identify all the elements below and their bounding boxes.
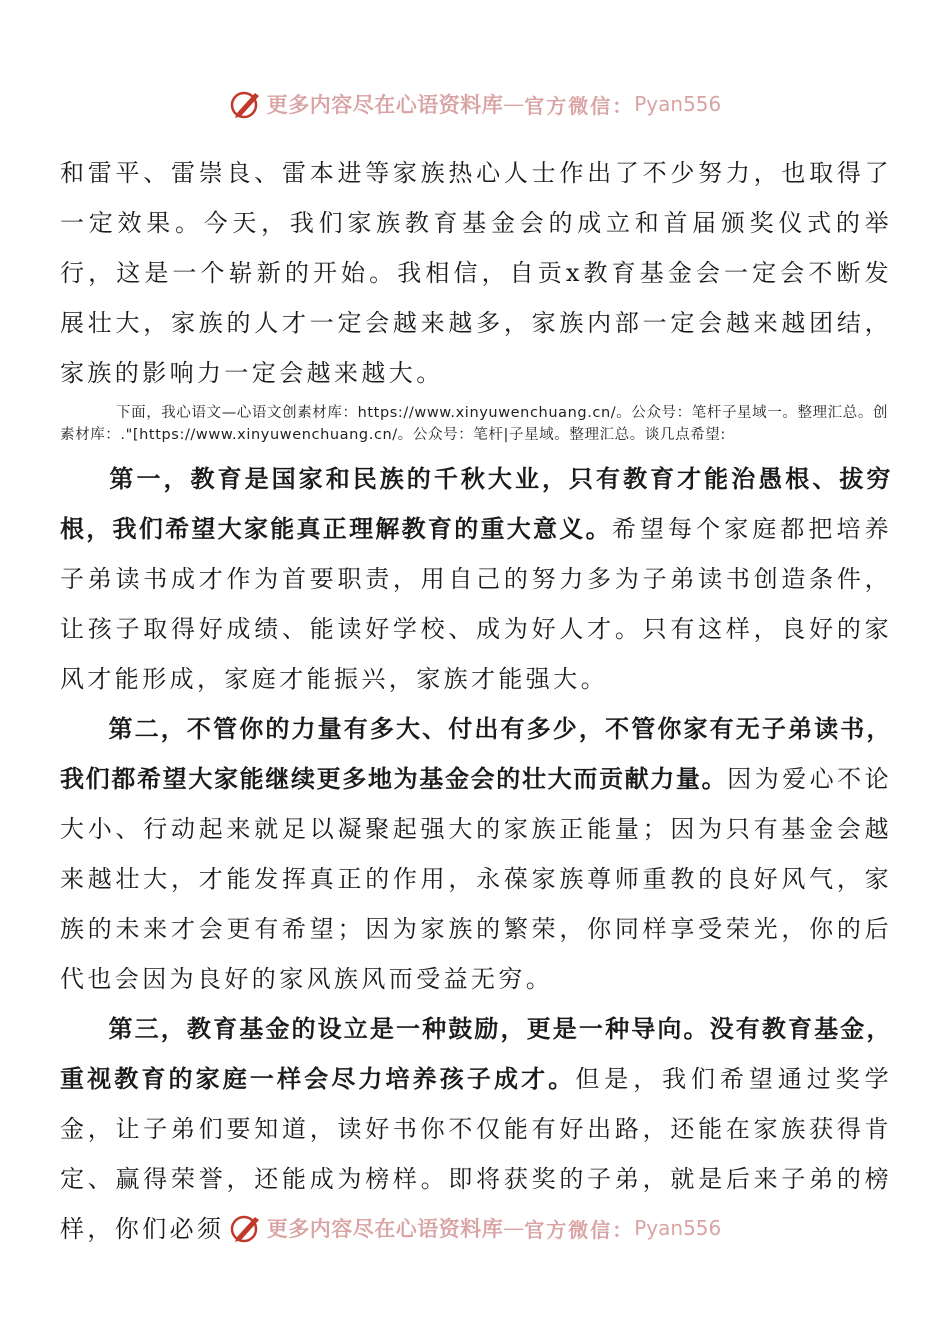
footer-brand: [229, 1211, 722, 1245]
header-dash: —: [503, 92, 525, 116]
point-1-text: 希望每个家庭都把培养子弟读书成才作为首要职责，用自己的努力多为子弟读书创造条件，让孩子取得好成绩、能读好学校、成为好人才。只有这样，良好的家风才能形成，家庭才能振兴，家族才能强大。: [60, 515, 892, 693]
point-3-heading: 第三，教育基金的设立是一种鼓励，更是一种导向。没有教育基金，重视教育的家庭一样会尽力培养孩子成才。: [60, 1015, 892, 1093]
point-1-heading: 第一，教育是国家和民族的千秋大业，只有教育才能治愚根、拔穷根，我们希望大家能真正理解教育的重大意义。: [60, 465, 892, 543]
source-note-text: 下面，我心语文—心语文创素材库：https://www.xinyuwenchuang.cn/。公众号：笔杆子星域一。整理汇总。创素材库：."[https://www.xinyuwenchuang.cn/。公众号：笔杆|子星域。整理汇总。谈几点希望:: [60, 405, 889, 443]
point-3-text: 但是，我们希望通过奖学金，让子弟们要知道，读好书你不仅能有好出路，还能在家族获得肯定、赢得荣誉，还能成为榜样。即将获奖的子弟，就是后来子弟的榜样，你们必须: [60, 1065, 892, 1243]
footer-wechat-label: 官方微信：: [524, 1217, 635, 1242]
header-brand: [229, 87, 722, 121]
page-footer: [0, 1208, 950, 1248]
document-body: [60, 148, 892, 1254]
footer-wechat-id: Pyan556: [634, 1216, 722, 1240]
header-brand-name: 更多内容尽在心语资料库: [266, 92, 504, 117]
footer-brand-name: 更多内容尽在心语资料库: [266, 1216, 504, 1241]
paragraph-point-2: [60, 704, 892, 1004]
paragraph-point-1: [60, 454, 892, 704]
header-wechat-id: Pyan556: [634, 92, 722, 116]
footer-dash: —: [503, 1216, 525, 1240]
pen-logo-icon: [229, 1211, 263, 1245]
source-note: [60, 402, 892, 446]
point-2-heading: 第二，不管你的力量有多大、付出有多少，不管你家有无子弟读书，我们都希望大家能继续更多地为基金会的壮大而贡献力量。: [60, 715, 892, 793]
paragraph-intro: 和雷平、雷崇良、雷本进等家族热心人士作出了不少努力，也取得了一定效果。今天，我们家族教育基金会的成立和首届颁奖仪式的举行，这是一个崭新的开始。我相信，自贡x教育基金会一定会不断发展壮大，家族的人才一定会越来越多，家族内部一定会越来越团结，家族的影响力一定会越来越大。: [60, 159, 892, 387]
page-header: [0, 84, 950, 124]
point-2-text: 因为爱心不论大小、行动起来就足以凝聚起强大的家族正能量；因为只有基金会越来越壮大，才能发挥真正的作用，永葆家族尊师重教的良好风气，家族的未来才会更有希望；因为家族的繁荣，你同样享受荣光，你的后代也会因为良好的家风族风而受益无穷。: [60, 765, 892, 993]
header-wechat-label: 官方微信：: [524, 93, 635, 118]
pen-logo-icon: [229, 87, 263, 121]
